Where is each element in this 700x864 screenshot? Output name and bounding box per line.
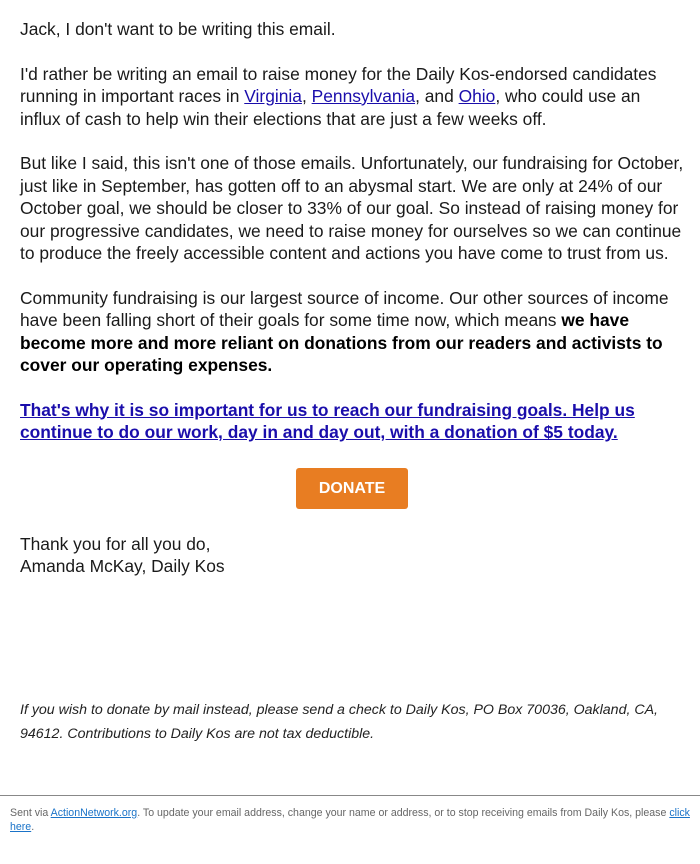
donate-button-container xyxy=(20,468,684,509)
paragraph-fundraising-status: But like I said, this isn't one of those emails. Unfortunately, our fundraising for October, just like in September, has gotten off to an abysmal start. We are only at 24% of our October goal, we should be closer to 33% of our goal. So instead of raising money for our progressive candidates, we need to raise money for ourselves so we can continue to produce the freely accessible content and actions you have come to trust from us. xyxy=(20,153,684,263)
footer-unsubscribe-text: . To update your email address, change your name or address, or to stop receiving emails from Daily Kos, please xyxy=(137,807,670,819)
donate-cta-link[interactable]: That's why it is so important for us to reach our fundraising goals. Help us continue to do our work, day in and day out, with a donation of $5 today. xyxy=(20,399,635,442)
paragraph-candidates-text-end: , who could use an influx of cash to help win their elections that are just a few weeks off. xyxy=(20,86,641,129)
mail-donation-footnote: If you wish to donate by mail instead, please send a check to Daily Kos, PO Box 70036, Oakland, CA, 94612. Contributions to Daily Kos are not tax deductible. xyxy=(20,702,659,743)
click-here-link[interactable]: click here xyxy=(10,807,690,833)
ohio-link[interactable]: Ohio xyxy=(458,86,496,106)
reliance-bold-text: we have become more and more reliant on donations from our readers and activists to cover our operating expenses. xyxy=(20,310,663,375)
virginia-link[interactable]: Virginia xyxy=(244,86,302,106)
footer-end-period: . xyxy=(31,821,35,833)
pennsylvania-link[interactable]: Pennsylvania xyxy=(311,86,416,106)
paragraph-candidates-text-start: I'd rather be writing an email to raise money for the Daily Kos-endorsed candidates running in important races in xyxy=(20,63,657,106)
email-body xyxy=(20,18,684,578)
paragraph-community-fundraising xyxy=(20,287,684,377)
cta-paragraph xyxy=(20,399,684,444)
actionnetwork-link[interactable]: ActionNetwork.org xyxy=(50,807,138,819)
email-footer xyxy=(10,806,690,834)
paragraph-community-text: Community fundraising is our largest source of income. Our other sources of income have been falling short of their goals for some time now, which means xyxy=(20,287,669,330)
signoff-thanks: Thank you for all you do, xyxy=(20,533,211,554)
signoff-signature: Amanda McKay, Daily Kos xyxy=(20,556,225,576)
paragraph-candidates xyxy=(20,63,684,131)
footer-divider xyxy=(0,795,700,796)
footer-sent-via: Sent via xyxy=(10,807,51,819)
donate-button[interactable]: DONATE xyxy=(296,468,408,509)
greeting-text: Jack, I don't want to be writing this email. xyxy=(20,19,336,39)
separator-and: , and xyxy=(415,86,459,106)
separator-comma: , xyxy=(301,86,312,106)
